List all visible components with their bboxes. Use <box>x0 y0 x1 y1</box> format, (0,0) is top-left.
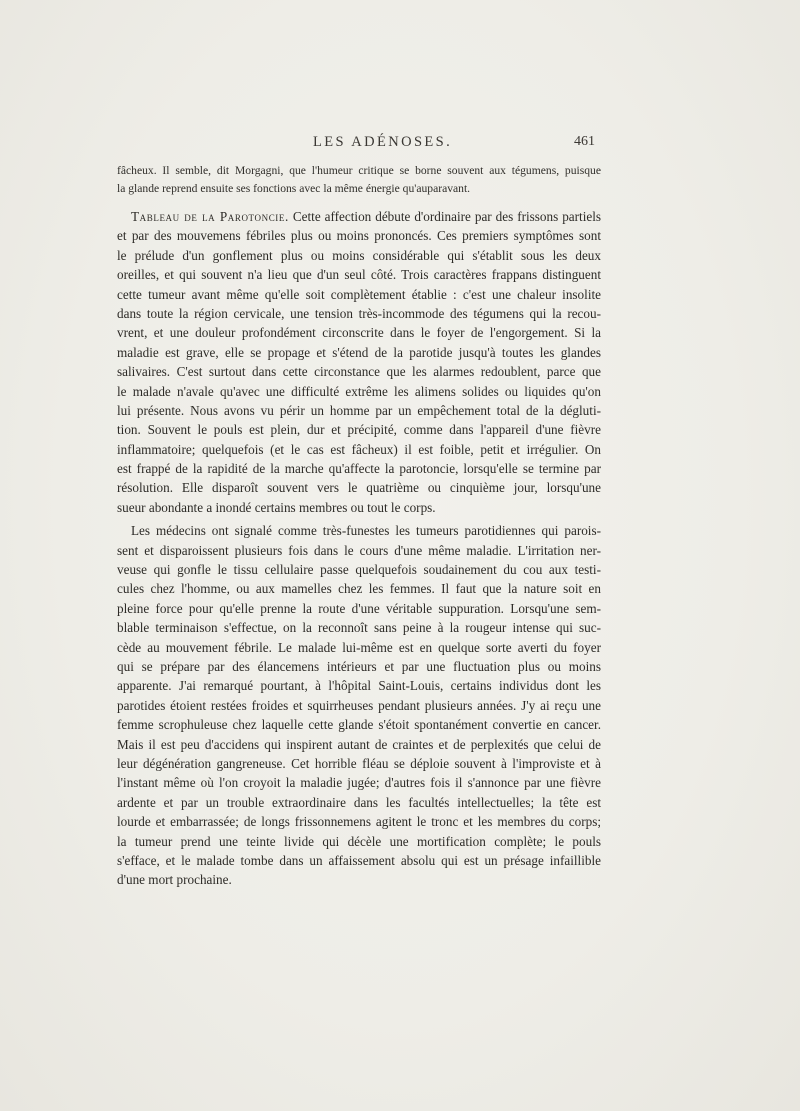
paragraph-line: résolution. Elle disparoît souvent vers le quatrième ou cinquième jour, lorsqu'une <box>117 480 601 496</box>
paragraph-line: Les médecins ont signalé comme très-funestes les tumeurs parotidiennes qui parois- <box>131 523 601 539</box>
paragraph-line: lui présente. Nous avons vu périr un homme par un empêchement total de la dégluti- <box>117 402 601 418</box>
paragraph-line: pleine force pour qu'elle prenne la route d'une véritable suppuration. Lorsqu'une sem- <box>117 600 601 616</box>
paragraph-line: la tumeur prend une teinte livide qui décèle une mortification complète; le pouls <box>117 833 601 849</box>
paragraph-line: maladie est grave, elle se propage et s'étend de la parotide jusqu'à toutes les glandes <box>117 344 601 360</box>
paragraph-line: sent et disparoissent plusieurs fois dans le cours d'une même maladie. L'irritation ner- <box>117 542 601 558</box>
page-header <box>0 134 800 154</box>
paragraph-line: vrent, et une douleur profondément circonscrite dans le foyer de l'engorgement. Si la <box>117 325 601 341</box>
paragraph-line: qui se prépare par des élancemens intérieurs et par une fluctuation plus ou moins <box>117 658 601 674</box>
paragraph-line: cède au mouvement fébrile. Le malade lui-même est en quelque sorte averti du foyer <box>117 639 601 655</box>
paragraph-line: le malade n'avale qu'avec une difficulté extrême les alimens solides ou liquides qu'on <box>117 383 601 399</box>
body-text <box>117 162 601 890</box>
page-number: 461 <box>574 134 595 149</box>
paragraph-line: inflammatoire; quelquefois (et le cas est fâcheux) il est foible, petit et irrégulier. On <box>117 441 601 457</box>
paragraph-line-text: Cette affection débute d'ordinaire par des frissons partiels <box>292 209 602 224</box>
paragraph-line: l'instant même où l'on croyoit la maladie jugée; d'autres fois il s'annonce par une fièvre <box>117 775 601 791</box>
paragraph-line: d'une mort prochaine. <box>117 872 232 888</box>
note-line: la glande reprend ensuite ses fonctions avec la même énergie qu'auparavant. <box>117 182 471 195</box>
paragraph-line: apparente. J'ai remarqué pourtant, à l'hôpital Saint-Louis, certains individus dont les <box>117 678 601 694</box>
paragraph-line: sueur abondante a inondé certains membres ou tout le corps. <box>117 499 436 515</box>
paragraph-line: femme scrophuleuse chez laquelle cette glande s'étoit spontanément convertie en cancer. <box>117 717 601 733</box>
paragraph-line: salivaires. C'est surtout dans cette circonstance que les alarmes redoublent, parce que <box>117 364 601 380</box>
paragraph-line: et par des mouvemens fébriles plus ou moins prononcés. Ces premiers symptômes sont <box>117 228 601 244</box>
paragraph-line: oreilles, et qui souvent n'a lieu que d'un seul côté. Trois caractères frappans distinguent <box>117 267 601 283</box>
paragraph-line: s'efface, et le malade tombe dans un affaissement absolu qui est un présage infaillible <box>117 852 601 868</box>
paragraph-line: blable terminaison s'effectue, on la reconnoît sans peine à la rougeur intense qui suc- <box>117 620 601 636</box>
running-title: LES ADÉNOSES. <box>313 134 453 150</box>
paragraph-line: cette tumeur avant même qu'elle soit complètement établie : c'est une chaleur insolite <box>117 286 601 302</box>
paragraph-line: leur dégénération gangreneuse. Cet horrible fléau se déploie souvent à l'improviste et à <box>117 755 601 771</box>
paragraph-line: ardente et par un trouble extraordinaire dans les facultés intellectuelles; la tête est <box>117 794 601 810</box>
paragraph-line: lourde et embarrassée; de longs frissonnemens agitent le tronc et les membres du corps; <box>117 814 601 830</box>
note-line: fâcheux. Il semble, dit Morgagni, que l'humeur critique se borne souvent aux tégumens, puisque <box>117 164 601 177</box>
paragraph-line: Mais il est peu d'accidens qui inspirent autant de craintes et de perplexités que celui de <box>117 736 601 752</box>
paragraph-line: parotides étoient restées froides et squirrheuses pendant plusieurs années. J'y ai reçu une <box>117 697 601 713</box>
paragraph-line: cules chez l'homme, ou aux mamelles chez les femmes. Il faut que la nature soit en <box>117 581 601 597</box>
paragraph-line: dans toute la région cervicale, une tension très-incommode des tégumens qui la recou- <box>117 305 601 321</box>
paragraph-line: est frappé de la rapidité de la marche qu'affecte la parotoncie, lorsqu'elle se termine par <box>117 461 601 477</box>
paragraph-line: tion. Souvent le pouls est plein, dur et précipité, comme dans l'appareil d'une fièvre <box>117 422 601 438</box>
section-heading: Tableau de la Parotoncie. <box>131 209 289 224</box>
paragraph-line: le prélude d'un gonflement plus ou moins considérable qui s'établit sous les deux <box>117 247 601 263</box>
paragraph-line: veuse qui gonfle le tissu cellulaire passe quelquefois soudainement du cou aux testi- <box>117 562 601 578</box>
paragraph-line <box>117 207 601 226</box>
